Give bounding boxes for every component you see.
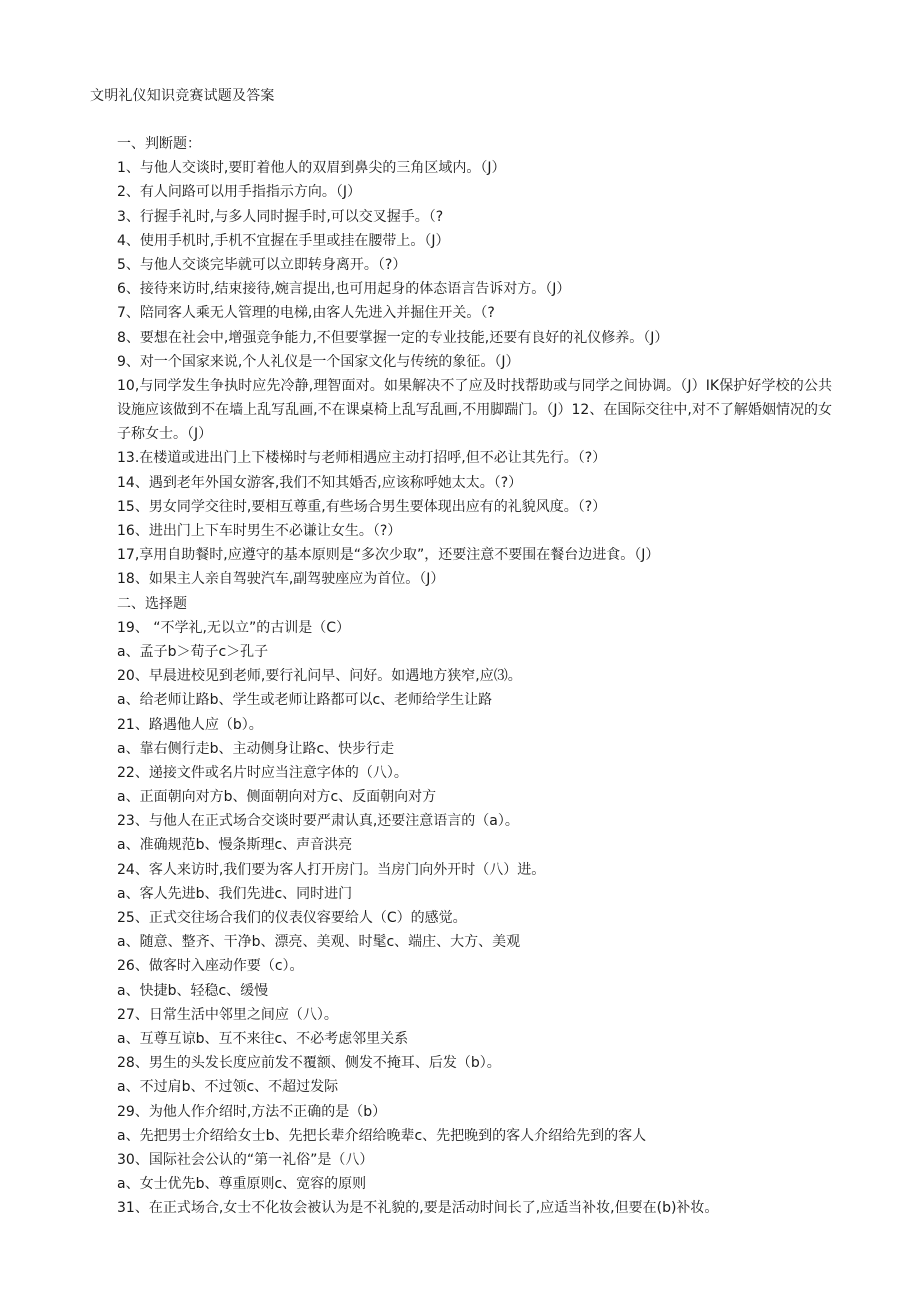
document-body — [117, 132, 832, 1220]
question-line: 21、路遇他人应（b）。 — [117, 716, 263, 733]
options-line: a、女士优先b、尊重原则c、宽容的原则 — [117, 1176, 367, 1193]
options-line: a、准确规范b、慢条斯理c、声音洪亮 — [117, 837, 353, 854]
options-line: a、互尊互谅b、互不来往c、不必考虑邻里关系 — [117, 1030, 409, 1047]
options-line: a、孟子b＞荀子c＞孔子 — [117, 643, 269, 660]
question-line: 1、与他人交谈时,要盯着他人的双眉到鼻尖的三角区域内。（J） — [117, 160, 506, 177]
options-line: a、客人先进b、我们先进c、同时进门 — [117, 885, 353, 902]
options-line: a、快捷b、轻稳c、缓慢 — [117, 982, 269, 999]
section-heading-judgement: 一、判断题： — [117, 136, 201, 152]
question-line: 30、国际社会公认的“第一礼俗”是（八） — [117, 1151, 374, 1168]
question-line: 22、递接文件或名片时应当注意字体的（八）。 — [117, 764, 408, 781]
question-line: 26、做客时入座动作要（c）。 — [117, 958, 304, 975]
options-line: a、靠右侧行走b、主动侧身让路c、快步行走 — [117, 740, 395, 757]
question-line: 31、在正式场合,女士不化妆会被认为是不礼貌的,要是活动时间长了,应适当补妆,但要在(b)补妆。 — [117, 1200, 719, 1217]
question-line: 29、为他人作介绍时,方法不正确的是（b） — [117, 1103, 387, 1120]
question-line: 24、客人来访时,我们要为客人打开房门。当房门向外开时（八）进。 — [117, 861, 546, 878]
options-line: a、给老师让路b、学生或老师让路都可以c、老师给学生让路 — [117, 692, 493, 709]
question-line: 2、有人问路可以用手指指示方向。（J） — [117, 184, 362, 201]
question-line: 18、如果主人亲自驾驶汽车,副驾驶座应为首位。（J） — [117, 571, 445, 588]
question-line: 8、要想在社会中,增强竞争能力,不但要掌握一定的专业技能,还要有良好的礼仪修养。（J） — [117, 329, 669, 346]
options-line: a、正面朝向对方b、侧面朝向对方c、反面朝向对方 — [117, 789, 437, 806]
question-line: 23、与他人在正式场合交谈时要严肃认真,还要注意语言的（a）。 — [117, 813, 519, 830]
question-line: 6、接待来访时,结束接待,婉言提出,也可用起身的体态语言告诉对方。（J） — [117, 281, 571, 298]
question-line: 5、与他人交谈完毕就可以立即转身离开。（?） — [117, 256, 407, 273]
question-line: 15、男女同学交往时,要相互尊重,有些场合男生要体现出应有的礼貌风度。（?） — [117, 498, 607, 515]
question-line: 17,享用自助餐时,应遵守的基本原则是“多次少取”，还要注意不要围在餐台边进食。（J） — [117, 547, 660, 564]
question-line: 19、 “不学礼,无以立”的古训是（C） — [117, 619, 350, 636]
question-line: 4、使用手机时,手机不宜握在手里或挂在腰带上。（J） — [117, 232, 450, 249]
question-line: 27、日常生活中邻里之间应（八）。 — [117, 1006, 338, 1023]
question-line: 20、早晨进校见到老师,要行礼问早、问好。如遇地方狭窄,应⑶。 — [117, 668, 522, 685]
question-line: 25、正式交往场合我们的仪表仪容要给人（C）的感觉。 — [117, 910, 467, 927]
question-line: 7、陪同客人乘无人管理的电梯,由客人先进入并掘住开关。（? — [117, 305, 495, 322]
document-title: 文明礼仪知识竞赛试题及答案 — [90, 88, 275, 104]
question-line: 28、男生的头发长度应前发不覆额、侧发不掩耳、后发（b）。 — [117, 1055, 501, 1072]
question-line: 9、对一个国家来说,个人礼仪是一个国家文化与传统的象征。（J） — [117, 353, 520, 370]
question-line: 16、进出门上下车时男生不必谦让女生。（?） — [117, 523, 402, 540]
question-line: 14、遇到老年外国女游客,我们不知其婚否,应该称呼她太太。（?） — [117, 474, 523, 491]
options-line: a、随意、整齐、干净b、漂亮、美观、时髦c、端庄、大方、美观 — [117, 934, 521, 951]
question-line: 3、行握手礼时,与多人同时握手时,可以交叉握手。（? — [117, 208, 444, 225]
question-line: 13.在楼道或进出门上下楼梯时与老师相遇应主动打招呼,但不必让其先行。（?） — [117, 450, 607, 467]
options-line: a、先把男士介绍给女士b、先把长辈介绍给晚辈c、先把晚到的客人介绍给先到的客人 — [117, 1127, 647, 1144]
options-line: a、不过肩b、不过领c、不超过发际 — [117, 1079, 339, 1096]
question-paragraph: 10,与同学发生争执时应先冷静,理智面对。如果解决不了应及时找帮助或与同学之间协调。（J）IK保护好学校的公共设施应该做到不在墙上乱写乱画,不在课桌椅上乱写乱画,不用脚踹门。（J）12、在国际交往中,对不了解婚姻情况的女子称女士。（J） — [117, 377, 832, 443]
section-heading-choice: 二、选择题 — [117, 595, 187, 612]
